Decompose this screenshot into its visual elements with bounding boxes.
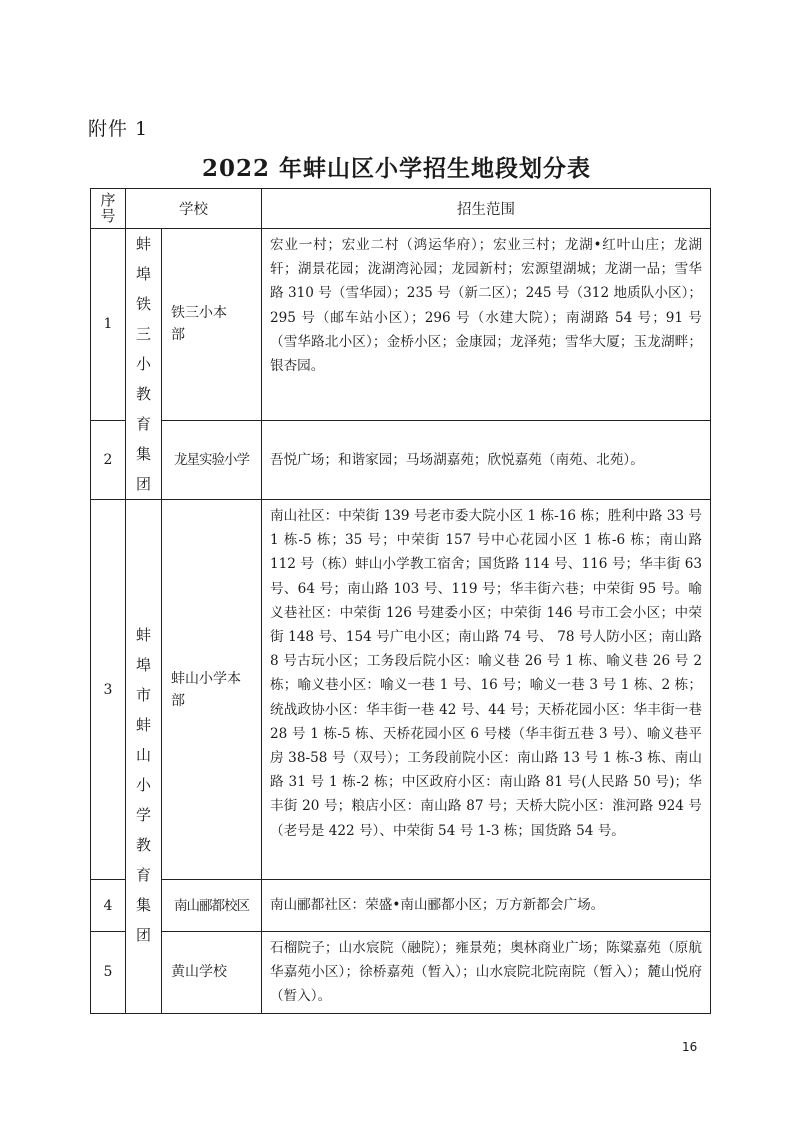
school-name: 龙星实验小学 [162,420,262,499]
attachment-label: 附件 1 [88,118,149,140]
table-row [91,229,711,421]
enrollment-table [90,188,711,1014]
table-row [91,880,711,932]
row-number: 5 [91,932,126,1014]
table-row [91,500,711,880]
school-name: 蚌山小学本部 [162,500,262,880]
document-title: 2022 年蚌山区小学招生地段划分表 [201,155,592,182]
table-row [91,420,711,499]
enrollment-scope: 南山郦都社区：荣盛•南山郦都小区；万方新都会广场。 [262,880,711,932]
school-name: 铁三小本部 [162,229,262,421]
row-number: 1 [91,229,126,421]
enrollment-scope: 南山社区：中荣街 139 号老市委大院小区 1 栋-16 栋；胜利中路 33 号 1 栋-5 栋；35 号；中荣街 157 号中心花园小区 1 栋-6 栋；南山路 112 号（栋）蚌山小学教工宿舍；国货路 114 号、116 号；华丰街 63 号、64 号；南山路 103 号、119 号；华丰街六巷；中荣街 95 号。喻义巷社区：中荣街 126 号建委小区；中荣街 146 号市工会小区；中荣街 148 号、154 号广电小区；南山路 74 号、 78 号人防小区；南山路 8 号古玩小区；工务段后院小区：喻义巷 26 号 1 栋、喻义巷 26 号 2 栋；喻义巷小区：喻义一巷 1 号、16 号；喻义一巷 3 号 1 栋、2 栋；统战政协小区：华丰街一巷 42 号、44 号；天桥花园小区：华丰街一巷 28 号 1 栋-5 栋、天桥花园小区 6 号楼（华丰街五巷 3 号）、喻义巷平房 38-58 号（双号）；工务段前院小区：南山路 13 号 1 栋-3 栋、南山路 31 号 1 栋-2 栋；中区政府小区：南山路 81 号(人民路 50 号)；华丰街 20 号；粮店小区：南山路 87 号；天桥大院小区：淮河路 924 号（老号是 422 号）、中荣街 54 号 1-3 栋；国货路 54 号。 [262,500,711,880]
table-header-row [91,189,711,229]
enrollment-scope: 吾悦广场；和谐家园；马场湖嘉苑；欣悦嘉苑（南苑、北苑）。 [262,420,711,499]
header-scope: 招生范围 [262,189,711,229]
enrollment-scope: 石榴院子；山水宸院（融院）；雍景苑；奥林商业广场；陈粱嘉苑（原航华嘉苑小区）；徐桥嘉苑（暂入）；山水宸院北院南院（暂入）；麓山悦府（暂入）。 [262,932,711,1014]
enrollment-scope: 宏业一村；宏业二村（鸿运华府）；宏业三村；龙湖•红叶山庄；龙湖轩；湖景花园；泷湖湾沁园；龙园新村；宏源望湖城；龙湖一品；雪华路 310 号（雪华园）；235 号（新二区）；245 号（312 地质队小区）；295 号（邮车站小区）；296 号（水建大院）；南湖路 54 号；91 号（雪华路北小区）；金桥小区；金康园；龙泽苑；雪华大厦；玉龙湖畔；银杏园。 [262,229,711,421]
page-number: 16 [682,1040,698,1054]
header-school: 学校 [126,189,262,229]
row-number: 3 [91,500,126,880]
table-row [91,932,711,1014]
row-number: 4 [91,880,126,932]
group-name: 蚌埠铁三小教育集团 [126,229,162,500]
group-name: 蚌埠市蚌山小学教育集团 [126,500,162,1014]
row-number: 2 [91,420,126,499]
school-name: 南山郦都校区 [162,880,262,932]
header-seq: 序号 [91,189,126,229]
school-name: 黄山学校 [162,932,262,1014]
